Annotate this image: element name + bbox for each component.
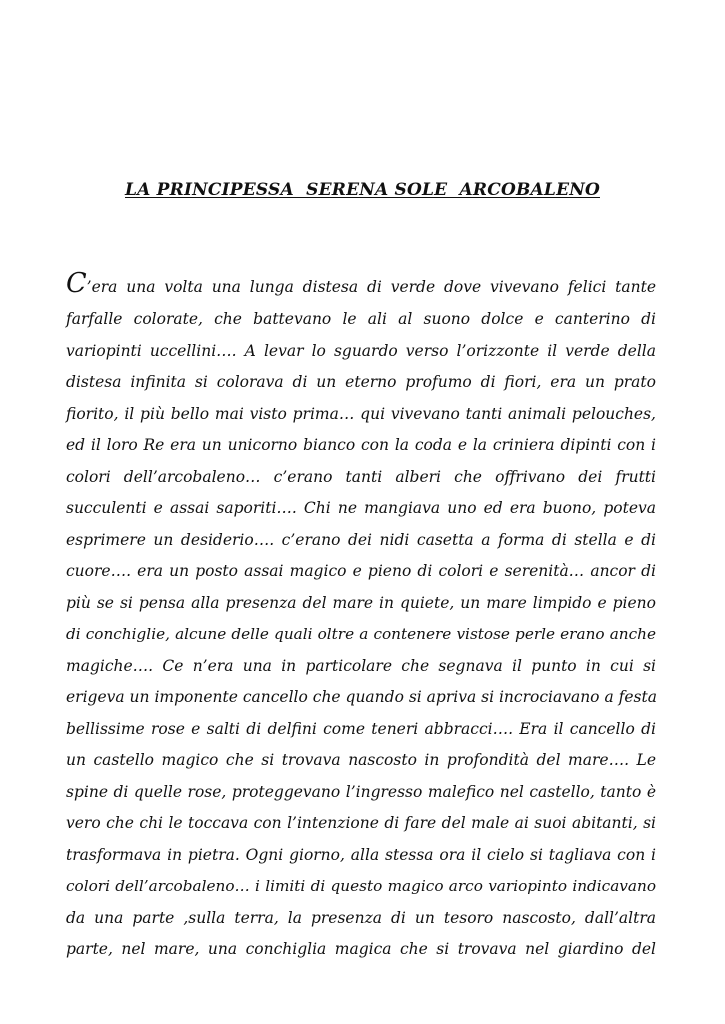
- text-line: colori dell’arcobaleno… i limiti di questo magico arco variopinto indicavano: [66, 877, 656, 895]
- text-line: erigeva un imponente cancello che quando si apriva si incrociavano a festa: [66, 688, 657, 706]
- text-line: trasformava in pietra. Ogni giorno, alla stessa ora il cielo si tagliava con i: [66, 845, 656, 864]
- text-line: succulenti e assai saporiti…. Chi ne mangiava uno ed era buono, poteva: [66, 499, 656, 517]
- drop-cap-letter: C: [66, 268, 87, 299]
- text-line: spine di quelle rose, proteggevano l’ingresso malefico nel castello, tanto è: [66, 782, 656, 801]
- text-line: bellissime rose e salti di delfini come teneri abbracci…. Era il cancello di: [66, 719, 656, 738]
- text-line: un castello magico che si trovava nascosto in profondità del mare…. Le: [66, 751, 656, 769]
- document-title: LA PRINCIPESSA SERENA SOLE ARCOBALENO: [125, 180, 600, 200]
- text-line: parte, nel mare, una conchiglia magica che si trovava nel giardino del: [66, 940, 656, 958]
- text-line: esprimere un desiderio…. c’erano dei nidi casetta a forma di stella e di: [66, 530, 656, 549]
- text-line: fiorito, il più bello mai visto prima… qui vivevano tanti animali pelouches,: [66, 404, 656, 423]
- text-line: variopinti uccellini…. A levar lo sguardo verso l’orizzonte il verde della: [66, 341, 656, 360]
- text-line: più se si pensa alla presenza del mare in quiete, un mare limpido e pieno: [66, 593, 656, 612]
- story-paragraph: [66, 264, 656, 966]
- text-line: magiche…. Ce n’era una in particolare che segnava il punto in cui si: [66, 656, 656, 675]
- text-line: colori dell’arcobaleno… c’erano tanti alberi che offrivano dei frutti: [66, 467, 656, 486]
- text-line: farfalle colorate, che battevano le ali al suono dolce e canterino di: [66, 310, 656, 328]
- text-line-content: ’era una volta una lunga distesa di verde dove vivevano felici tante: [86, 278, 656, 296]
- text-line: da una parte ,sulla terra, la presenza di un tesoro nascosto, dall’altra: [66, 908, 656, 927]
- text-line: cuore…. era un posto assai magico e pieno di colori e serenità… ancor di: [66, 562, 656, 580]
- text-line: distesa infinita si colorava di un eterno profumo di fiori, era un prato: [66, 373, 656, 391]
- text-line: di conchiglie, alcune delle quali oltre a contenere vistose perle erano anche: [66, 625, 656, 643]
- text-line: vero che chi le toccava con l’intenzione di fare del male ai suoi abitanti, si: [66, 814, 656, 832]
- text-line: [66, 264, 656, 304]
- text-line: ed il loro Re era un unicorno bianco con la coda e la criniera dipinti con i: [66, 436, 656, 454]
